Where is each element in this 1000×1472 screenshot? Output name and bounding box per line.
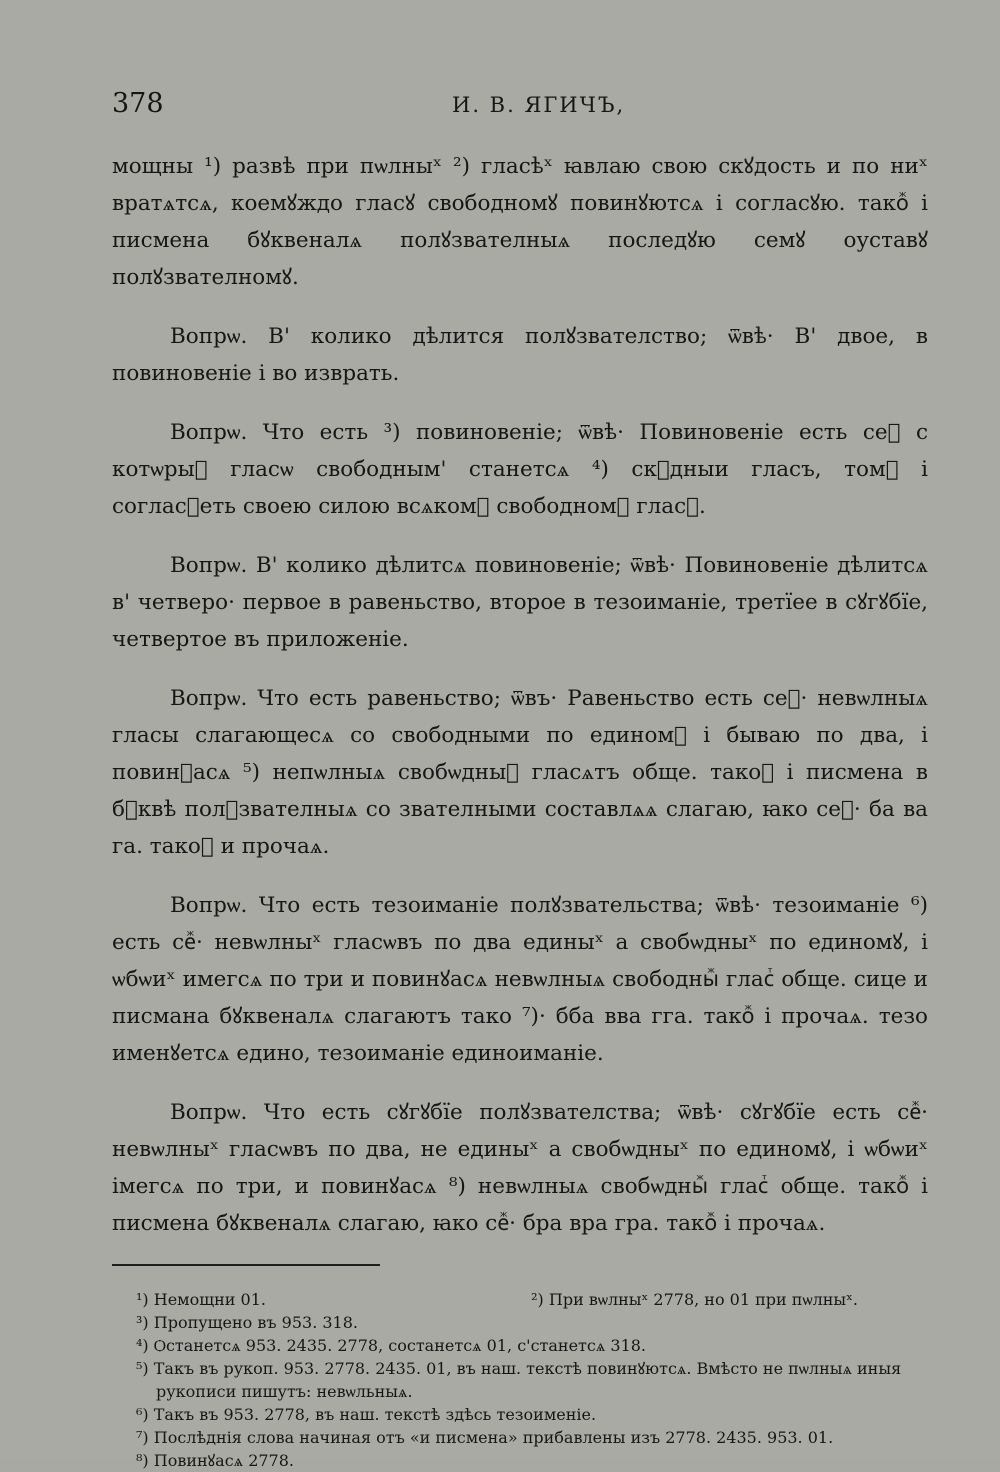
page-number: 378 [112,88,164,119]
footnote: ⁶) Такъ въ 953. 2778, въ наш. текстѣ здѣсь тезоименіе. [136,1405,597,1424]
footnotes [112,1288,928,1472]
paragraph: мощны ¹) развѣ при пѡлныˣ ²) гласѣˣ ꙗвлаю свою скꙋдость и по ниˣ вратѧтсѧ, коемꙋждо гласꙋ свободномꙋ повинꙋютсѧ і согласꙋю. такоⷤ і писмена бꙋквеналѧ полꙋзвателныѧ последꙋю семꙋ оуставꙋ полꙋзвателномꙋ. [112,154,928,290]
paragraph: Вопрѡ. Что есть сꙋгꙋбїе полꙋзвателства; ѿвѣ· сꙋгꙋбїе есть сеⷤ· невѡлныˣ гласѡвъ по два, не единыˣ а свобѡдныˣ по единомꙋ, і ѡбѡиˣ імегсѧ по три, и повинꙋасѧ ⁸) невѡлныѧ свобѡдныⷤ гласⷮ обще. такоⷤ і писмена бꙋквеналѧ слагаю, ꙗко сеⷤ· бра вра гра. такоⷤ і прочаѧ. [112,1100,928,1236]
footnote: ²) При вѡлныˣ 2778, но 01 при пѡлныˣ. [531,1290,858,1309]
footnote: ¹) Немощни 01. [136,1290,266,1309]
paragraph: Вопрѡ. Что есть тезоиманіе полꙋзвательства; ѿвѣ· тезоиманіе ⁶) есть сеⷤ· невѡлныˣ гласѡвъ по два единыˣ а свобѡдныˣ по единомꙋ, і ѡбѡиˣ имегсѧ по три и повинꙋасѧ невѡлныѧ свободныⷤ гласⷮ обще. сице и писмана бꙋквеналѧ слагаютъ тако ⁷)· бба вва гга. такоⷤ і прочаѧ. тезо именꙋетсѧ едино, тезоиманіе единоиманіе. [112,893,928,1066]
footnote-row [112,1288,928,1311]
footnote: ⁵) Такъ въ рукоп. 953. 2778. 2435. 01, въ наш. текстѣ повинꙋютсѧ. Вмѣсто не пѡлныѧ иныя рукописи пишутъ: невѡльныѧ. [136,1359,902,1401]
main-text [112,148,928,1242]
footnote: ⁸) Повинꙋасѧ 2778. [136,1451,294,1470]
paragraph: Вопрѡ. В' колико дѣлится полꙋзвателство; ѿвѣ· В' двое, в повиновеніе і во изврать. [112,324,928,386]
paragraph: Вопрѡ. В' колико дѣлитсѧ повиновеніе; ѿвѣ· Повиновеніе дѣлитсѧ в' четверо· первое в равеньство, второе в тезоиманіе, третїее в сꙋгꙋбїе, четвертое въ приложеніе. [112,553,928,652]
paragraph: Вопрѡ. Что есть равеньство; ѿвъ· Равеньство есть сеⷤ· невѡлныѧ гласы слагающесѧ со свободными по единомꙋ і бываю по два, і повинꙋасѧ ⁵) непѡлныѧ свобѡдныⷤ гласѧтъ обще. такоⷤ і писмена в бꙋквѣ полꙋзвателныѧ со звателными составлѧѧ слагаю, ꙗко сеⷤ· ба ва га. такоⷤ и прочаѧ. [112,686,928,859]
running-head: И. В. ЯГИЧЪ, [452,93,626,117]
footnote: ³) Пропущено въ 953. 318. [136,1313,358,1332]
footnote-divider [112,1264,380,1266]
footnote: ⁴) Ѻстанетсѧ 953. 2435. 2778, состанетсѧ 01, с'станетсѧ 318. [136,1336,647,1355]
paragraph: Вопрѡ. Что есть ³) повиновеніе; ѿвѣ· Повиновеніе есть сеⷤ с котѡрыⷤ гласѡ свободным' станетсѧ ⁴) скꙋдныи гласъ, томꙋ і согласꙋеть своею силою всѧкомꙋ свободномꙋ гласꙋ. [112,420,928,519]
page-header [112,88,928,132]
footnote: ⁷) Послѣднія слова начиная отъ «и писмена» прибавлены изъ 2778. 2435. 953. 01. [136,1428,834,1447]
